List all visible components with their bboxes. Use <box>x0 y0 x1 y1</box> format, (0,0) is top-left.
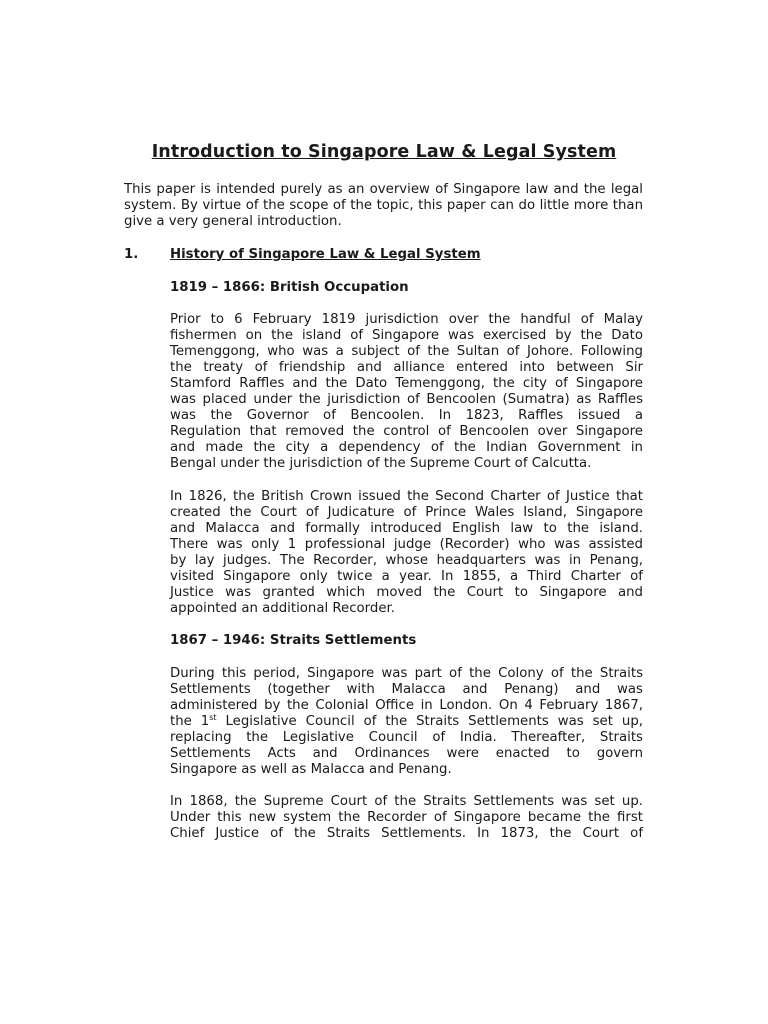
paragraph-line: Temenggong, who was a subject of the Sultan of Johore. Following <box>170 344 643 360</box>
paragraph-line: Settlements Acts and Ordinances were enacted to govern <box>170 746 643 762</box>
paragraph-british-occupation-2 <box>170 489 643 617</box>
paragraph-line: Bengal under the jurisdiction of the Supreme Court of Calcutta. <box>170 456 592 472</box>
paragraph-line: Singapore as well as Malacca and Penang. <box>170 762 452 778</box>
intro-paragraph: This paper is intended purely as an overview of Singapore law and the legal system. By virtue of the scope of the topic, this paper can do little more than give a very general introduction. <box>124 182 643 230</box>
paragraph-line: and Malacca and formally introduced English law to the island. <box>170 521 643 537</box>
paragraph-line: Justice was granted which moved the Court to Singapore and <box>170 585 643 601</box>
subsection-heading-british-occupation: 1819 – 1866: British Occupation <box>170 280 409 295</box>
paragraph-line: Chief Justice of the Straits Settlements. In 1873, the Court of <box>170 826 643 842</box>
paragraph-straits-settlements-1 <box>170 666 643 778</box>
paragraph-line: Under this new system the Recorder of Singapore became the first <box>170 810 643 826</box>
paragraph-line: During this period, Singapore was part of the Colony of the Straits <box>170 666 643 681</box>
paragraph-british-occupation-1 <box>170 312 643 472</box>
paragraph-line: was the Governor of Bencoolen. In 1823, Raffles issued a <box>170 408 643 424</box>
paragraph-line: Prior to 6 February 1819 jurisdiction over the handful of Malay <box>170 312 643 327</box>
paragraph-line: and made the city a dependency of the Indian Government in <box>170 440 643 456</box>
paragraph-line: visited Singapore only twice a year. In 1855, a Third Charter of <box>170 569 643 585</box>
paragraph-line: created the Court of Judicature of Prince Wales Island, Singapore <box>170 505 643 521</box>
document-title: Introduction to Singapore Law & Legal System <box>151 142 617 162</box>
paragraph-line: replacing the Legislative Council of India. Thereafter, Straits <box>170 730 643 746</box>
line-text: Legislative Council of the Straits Settlements was set up, <box>216 714 643 730</box>
paragraph-line: In 1826, the British Crown issued the Second Charter of Justice that <box>170 489 643 504</box>
paragraph-line: There was only 1 professional judge (Recorder) who was assisted <box>170 537 643 553</box>
paragraph-line: administered by the Colonial Office in London. On 4 February 1867, <box>170 698 643 714</box>
paragraph-line: In 1868, the Supreme Court of the Straits Settlements was set up. <box>170 794 643 809</box>
ordinal-suffix: st <box>209 713 217 723</box>
paragraph-line: Regulation that removed the control of Bencoolen over Singapore <box>170 424 643 440</box>
paragraph-line: Stamford Raffles and the Dato Temenggong, the city of Singapore <box>170 376 643 392</box>
paragraph-line: Settlements (together with Malacca and Penang) and was <box>170 682 643 698</box>
paragraph-line: appointed an additional Recorder. <box>170 601 396 617</box>
paragraph-straits-settlements-2 <box>170 794 643 842</box>
paragraph-line: the treaty of friendship and alliance entered into between Sir <box>170 360 643 376</box>
paragraph-line: was placed under the jurisdiction of Bencoolen (Sumatra) as Raffles <box>170 392 643 408</box>
subsection-heading-straits-settlements: 1867 – 1946: Straits Settlements <box>170 633 417 648</box>
ordinal-number: the 1 <box>170 714 210 730</box>
section-title: History of Singapore Law & Legal System <box>170 247 481 262</box>
paragraph-line: by lay judges. The Recorder, whose headquarters was in Penang, <box>170 553 643 569</box>
section-number: 1. <box>124 247 139 262</box>
paragraph-line: fishermen on the island of Singapore was exercised by the Dato <box>170 328 643 344</box>
paragraph-line <box>170 714 643 730</box>
